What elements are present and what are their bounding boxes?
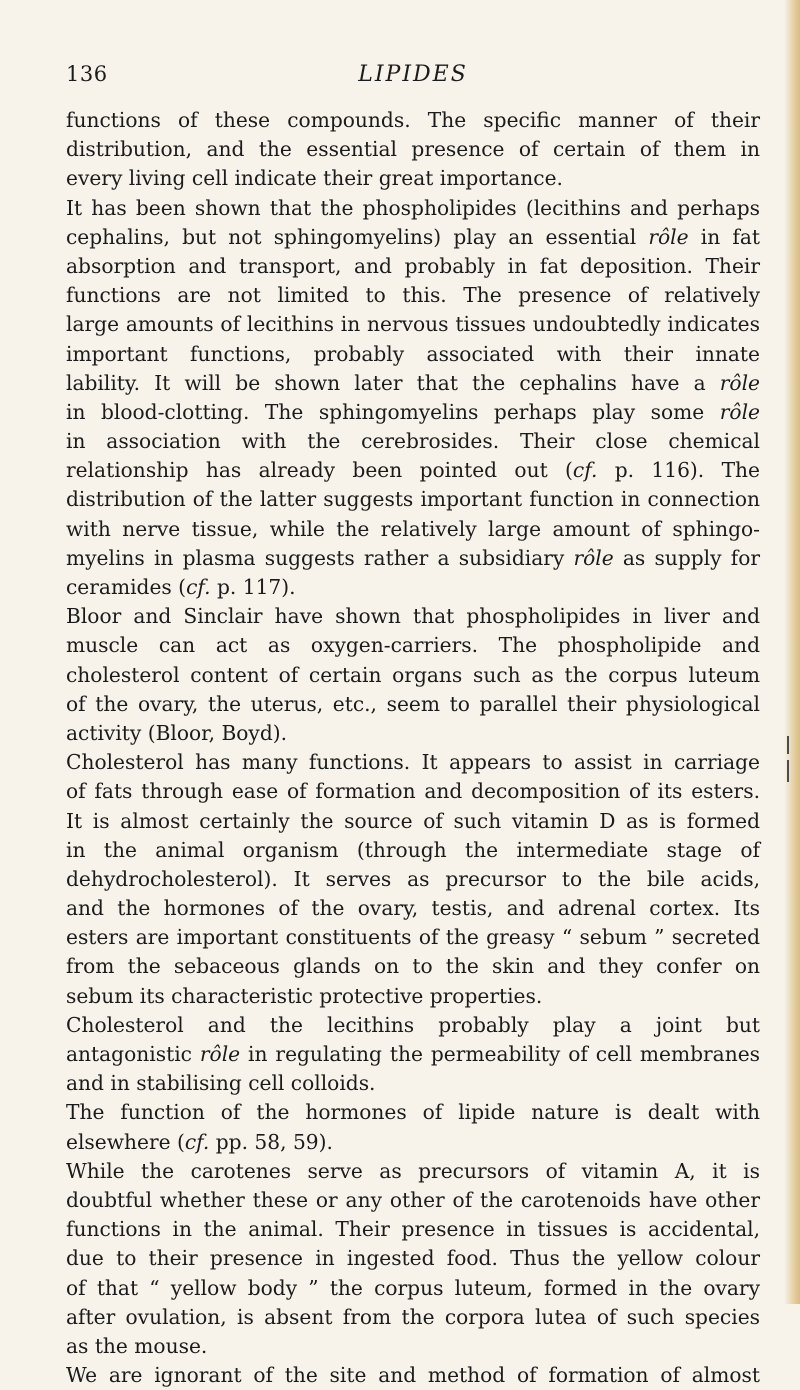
text-line: of the ovary, the uterus, etc., seem to parallel their physiological <box>66 691 760 716</box>
text-line: distribution, and the essential presence of certain of them in <box>66 137 760 162</box>
text-line: myelins in plasma suggests rather a subsidiary rôle as supply for <box>66 545 761 570</box>
text-line: absorption and transport, and probably in fat deposition. Their <box>66 253 760 278</box>
text-line: important functions, probably associated with their innate <box>66 341 760 366</box>
text-line: as the mouse. <box>66 1333 208 1358</box>
text-line: activity (Bloor, Boyd). <box>66 720 288 745</box>
text-line: Bloor and Sinclair have shown that phospholipides in liver and <box>66 604 760 629</box>
text-line: sebum its characteristic protective properties. <box>66 983 543 1008</box>
text-line: lability. It will be shown later that the cephalins have a rôle <box>66 370 760 395</box>
text-line: large amounts of lecithins in nervous tissues undoubtedly indicates <box>66 312 760 337</box>
text-line: cephalins, but not sphingomyelins) play an essential rôle in fat <box>66 224 760 249</box>
text-line: and in stabilising cell colloids. <box>66 1071 376 1096</box>
text-line: in the animal organism (through the intermediate stage of <box>66 837 760 862</box>
text-line: esters are important constituents of the greasy “ sebum ” secreted <box>66 925 760 950</box>
text-line: with nerve tissue, while the relatively large amount of sphingo- <box>66 516 760 541</box>
text-line: We are ignorant of the site and method of formation of almost <box>66 1363 760 1388</box>
text-line: It has been shown that the phospholipides (lecithins and perhaps <box>66 195 760 220</box>
text-line: doubtful whether these or any other of the carotenoids have other <box>66 1187 760 1212</box>
text-line: antagonistic rôle in regulating the permeability of cell membranes <box>66 1042 761 1066</box>
text-line: of that “ yellow body ” the corpus luteum, formed in the ovary <box>66 1275 760 1300</box>
text-line: after ovulation, is absent from the corpora lutea of such species <box>66 1304 760 1329</box>
text-line: in blood-clotting. The sphingomyelins perhaps play some rôle <box>66 399 760 424</box>
text-line: functions are not limited to this. The presence of relatively <box>66 283 760 308</box>
text-line: While the carotenes serve as precursors of vitamin A, it is <box>66 1158 760 1183</box>
text-line: in association with the cerebrosides. Their close chemical <box>66 429 760 454</box>
text-line: from the sebaceous glands on to the skin and they confer on <box>66 954 760 979</box>
edge-mark <box>787 760 789 782</box>
text-line: every living cell indicate their great importance. <box>66 166 563 191</box>
page-header <box>66 62 760 96</box>
text-line: The function of the hormones of lipide nature is dealt with <box>66 1100 760 1125</box>
body-text <box>66 106 760 1390</box>
text-line: Cholesterol and the lecithins probably play a joint but <box>66 1012 760 1037</box>
text-line: distribution of the latter suggests important function in connection <box>66 487 760 512</box>
page-number: 136 <box>66 62 108 86</box>
text-line: functions in the animal. Their presence in tissues is accidental, <box>66 1217 760 1242</box>
text-line: Cholesterol has many functions. It appears to assist in carriage <box>66 750 760 775</box>
text-line: due to their presence in ingested food. Thus the yellow colour <box>66 1246 760 1271</box>
text-line: relationship has already been pointed out (cf. p. 116). The <box>66 458 760 483</box>
text-line: and the hormones of the ovary, testis, and adrenal cortex. Its <box>66 896 760 921</box>
text-line: ceramides (cf. p. 117). <box>66 575 296 599</box>
text-line: of fats through ease of formation and decomposition of its esters. <box>66 779 760 804</box>
text-line: cholesterol content of certain organs such as the corpus luteum <box>66 662 760 687</box>
text-line: functions of these compounds. The specific manner of their <box>66 108 760 132</box>
page-edge <box>784 0 800 1304</box>
text-line: elsewhere (cf. pp. 58, 59). <box>66 1129 333 1154</box>
text-line: dehydrocholesterol). It serves as precursor to the bile acids, <box>66 866 760 891</box>
text-line: It is almost certainly the source of such vitamin D as is formed <box>66 808 760 833</box>
text-line: muscle can act as oxygen-carriers. The phospholipide and <box>66 633 760 658</box>
running-title: LIPIDES <box>358 62 468 87</box>
edge-mark <box>787 736 789 754</box>
